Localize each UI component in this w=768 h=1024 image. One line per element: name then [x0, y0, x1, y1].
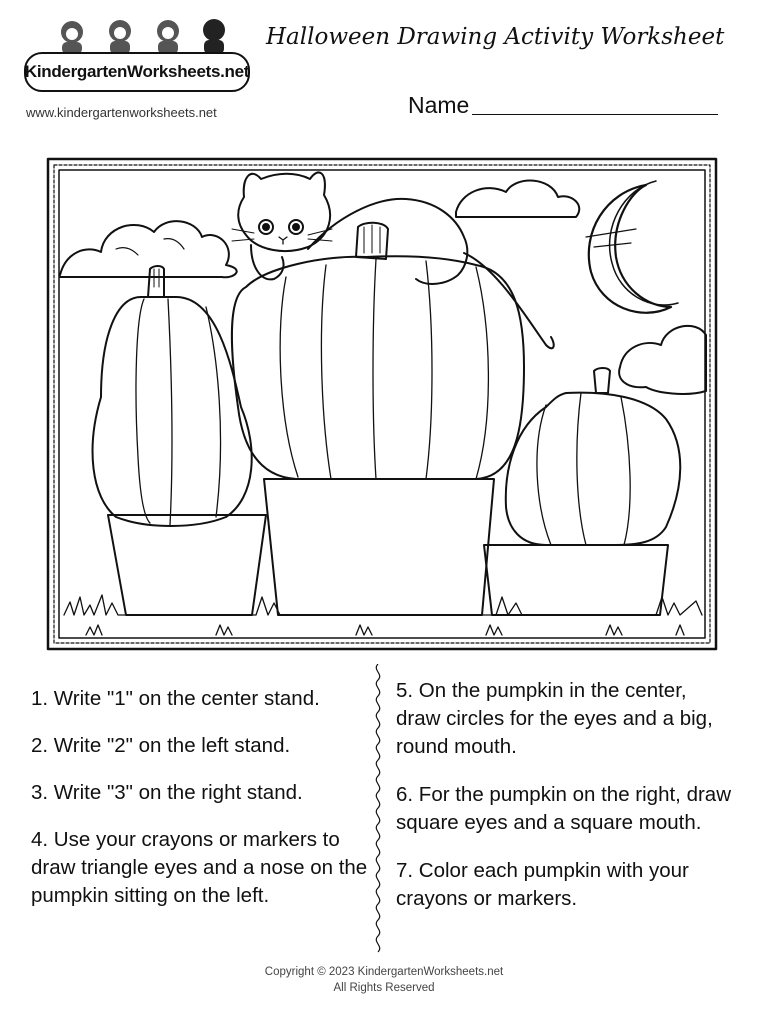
- moon-icon: [589, 185, 671, 313]
- pumpkin-icon: [93, 266, 252, 526]
- pumpkin-icon: [506, 368, 680, 545]
- grass-icon: [64, 595, 702, 635]
- column-divider: [372, 664, 384, 954]
- copyright-text: Copyright © 2023 KindergartenWorksheets.net: [264, 966, 504, 978]
- instruction-6: 6. For the pumpkin on the right, draw square eyes and a square mouth.: [396, 783, 732, 834]
- instructions-left-column: [31, 685, 371, 929]
- name-field[interactable]: [408, 92, 718, 119]
- stand-icon: [108, 515, 266, 615]
- frame-border-middle: [54, 165, 710, 643]
- cloud-icon: [619, 326, 706, 394]
- instruction-5: 5. On the pumpkin in the center, draw circles for the eyes and a big, round mouth.: [396, 679, 713, 758]
- stand-icon: [264, 479, 494, 615]
- instruction-4: 4. Use your crayons or markers to draw triangle eyes and a nose on the pumpkin sitting on the left.: [31, 828, 368, 907]
- instruction-1: 1. Write "1" on the center stand.: [31, 687, 320, 710]
- coloring-picture: [46, 157, 718, 651]
- instruction-3: 3. Write "3" on the right stand.: [31, 781, 303, 804]
- pumpkin-icon: [232, 223, 524, 479]
- instructions-right-column: [396, 677, 736, 933]
- cloud-icon: [60, 221, 237, 277]
- rights-text: All Rights Reserved: [333, 982, 435, 994]
- instruction-7: 7. Color each pumpkin with your crayons or markers.: [396, 859, 689, 910]
- frame-border-inner: [59, 170, 705, 638]
- copyright-footer: [0, 964, 768, 996]
- name-blank-line[interactable]: [472, 114, 718, 115]
- site-logo: [22, 14, 252, 98]
- page-title: Halloween Drawing Activity Worksheet: [266, 24, 725, 50]
- kids-icon: [40, 14, 230, 54]
- instruction-2: 2. Write "2" on the left stand.: [31, 734, 291, 757]
- stand-icon: [484, 545, 668, 615]
- name-label: Name: [408, 92, 470, 118]
- logo-text: KindergartenWorksheets.net: [24, 52, 250, 92]
- cloud-icon: [456, 181, 579, 217]
- site-url: www.kindergartenworksheets.net: [26, 105, 217, 120]
